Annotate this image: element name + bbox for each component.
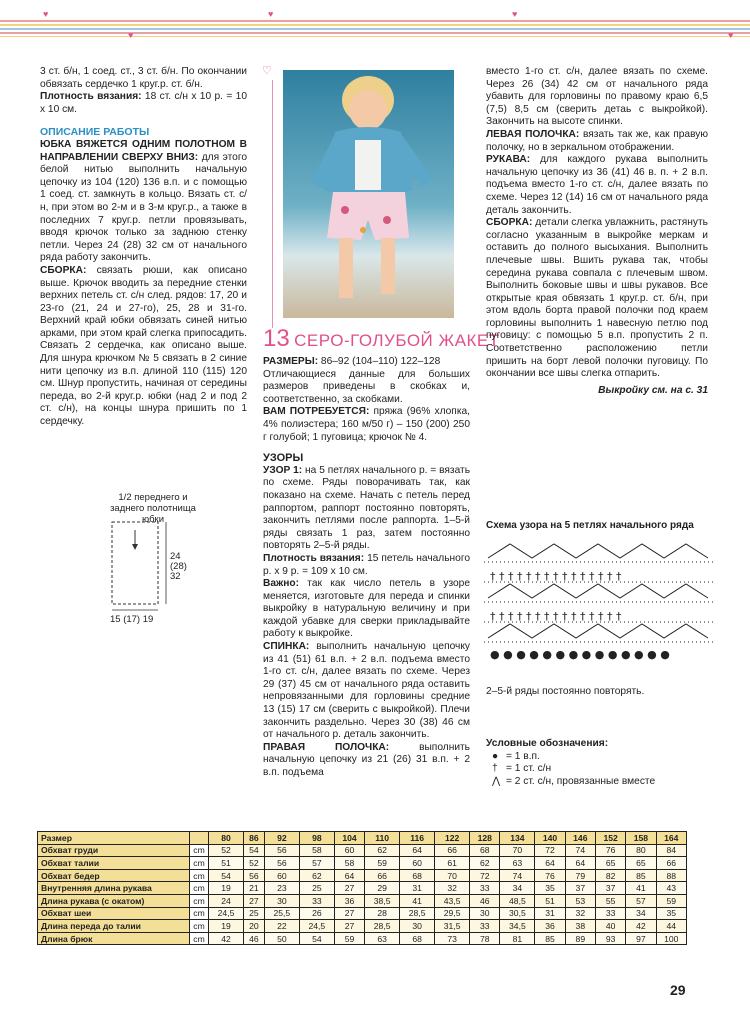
table-cell: 54: [299, 932, 334, 945]
frame-line-left: [272, 80, 273, 328]
row-label: Обхват шеи: [38, 907, 190, 920]
table-cell: 28,5: [365, 920, 400, 933]
work-heading: ОПИСАНИЕ РАБОТЫ: [40, 126, 150, 139]
child-in-jacket-image: [283, 70, 454, 318]
table-cell: 57: [626, 894, 656, 907]
table-cell: 30: [470, 907, 500, 920]
table-cell: 36: [334, 894, 364, 907]
row-unit: cm: [190, 869, 209, 882]
row-unit: cm: [190, 932, 209, 945]
jacket-assembly-paragraph: СБОРКА: детали слегка увлажнить, растянуть согласно указанным в выкройке меркам и оставить до полного высыхания. Выполнить плечевые швы. Вшить рукава так, чтобы середина рукава совпала с плечевым швом. Выполнить боковые швы и швы рукавов. Все открытые края обвязать 1 круг.р. ст. б/н, при этом вдоль борта правой полочки под краем горловины выполнить 1 навесную петлю под пуговицу: с помощью 5 в.п. пропустить 2 п. Соответственно расположению петли пришить на борт левой полочки пуговицу. По окончании все швы слегка отпарить.: [486, 217, 708, 380]
table-cell: 43: [656, 882, 686, 895]
svg-text:♥: ♥: [728, 30, 734, 40]
skirt-paragraph: ЮБКА ВЯЖЕТСЯ ОДНИМ ПОЛОТНОМ В НАПРАВЛЕНИИ СВЕРХУ ВНИЗ: для этого белой нитью выполнить начальную цепочку из 104 (120) 136 в.п. и с помощью 1 соед. ст. замкнуть в кольцо. Вязать ст. с/н, при этом во 2-м и в 3-м круг.р., а также в последних 7 круг.р. петли провязывать, вводя крючок только за заднюю стенку петли. Через 24 (28) 32 см от начального ряда работу закончить.: [40, 138, 247, 264]
table-cell: 72: [470, 869, 500, 882]
table-cell: 21: [244, 882, 265, 895]
row-label: Обхват талии: [38, 857, 190, 870]
pattern-reference: Выкройку см. на с. 31: [598, 384, 708, 396]
row-label: Внутренняя длина рукава: [38, 882, 190, 895]
column-left: [40, 66, 247, 429]
table-cell: 25: [299, 882, 334, 895]
table-cell: 63: [500, 857, 535, 870]
table-cell: 27: [244, 894, 265, 907]
table-cell: 82: [595, 869, 625, 882]
column-right: [486, 66, 708, 397]
table-cell: 56: [244, 869, 265, 882]
size-table-body: [38, 844, 687, 945]
scheme-title: Схема узора на 5 петлях начального ряда: [486, 520, 694, 531]
size-table: [37, 831, 687, 945]
table-cell: 62: [365, 844, 400, 857]
table-cell: 66: [365, 869, 400, 882]
table-cell: 64: [535, 857, 565, 870]
table-cell: 31,5: [435, 920, 470, 933]
row-unit: cm: [190, 894, 209, 907]
table-cell: 32: [435, 882, 470, 895]
density-paragraph: Плотность вязания: 18 ст. с/н х 10 р. = 10 х 10 см.: [40, 91, 247, 115]
svg-text:● ● ● ● ● ● ● ● ● ● ● ● ● ●: ● ● ● ● ● ● ● ● ● ● ● ● ● ●: [490, 648, 670, 661]
table-cell: 51: [535, 894, 565, 907]
table-row: [38, 920, 687, 933]
legend-item-dc2tog: ⋀ = 2 ст. с/н, провязанные вместе: [492, 775, 656, 787]
table-cell: 33: [299, 894, 334, 907]
table-cell: 68: [470, 844, 500, 857]
row-unit: cm: [190, 857, 209, 870]
table-cell: 24,5: [299, 920, 334, 933]
stitch-scheme-chart: [484, 536, 716, 672]
heart-icon: ♡: [262, 65, 272, 77]
row-label: Длина рукава (с окатом): [38, 894, 190, 907]
table-cell: 65: [595, 857, 625, 870]
table-cell: 61: [435, 857, 470, 870]
table-cell: 34: [626, 907, 656, 920]
table-cell: 60: [334, 844, 364, 857]
svg-text:♥: ♥: [43, 9, 49, 19]
table-cell: 34,5: [500, 920, 535, 933]
table-cell: 68: [400, 932, 435, 945]
table-cell: 20: [244, 920, 265, 933]
table-cell: 63: [365, 932, 400, 945]
row-unit: cm: [190, 920, 209, 933]
legend-title: Условные обозначения:: [486, 738, 609, 749]
table-cell: 59: [656, 894, 686, 907]
table-cell: 22: [264, 920, 299, 933]
table-cell: 97: [626, 932, 656, 945]
table-cell: 62: [299, 869, 334, 882]
skirt-diagram-drawing: [108, 518, 208, 618]
table-cell: 53: [565, 894, 595, 907]
size-table-header: Размер 80 86 92 98 104 110 116 122 128 134 140 146 152 158 164: [38, 832, 687, 845]
table-cell: 81: [500, 932, 535, 945]
table-cell: 62: [470, 857, 500, 870]
table-cell: 54: [209, 869, 244, 882]
table-cell: 66: [435, 844, 470, 857]
svg-text:♥: ♥: [268, 9, 274, 19]
table-cell: 89: [565, 932, 595, 945]
table-cell: 33: [470, 920, 500, 933]
table-cell: 38: [565, 920, 595, 933]
row-label: Обхват груди: [38, 844, 190, 857]
table-row: [38, 907, 687, 920]
row-unit: cm: [190, 907, 209, 920]
table-cell: 28: [365, 907, 400, 920]
table-cell: 54: [244, 844, 265, 857]
table-cell: 76: [595, 844, 625, 857]
table-cell: 68: [400, 869, 435, 882]
table-cell: 93: [595, 932, 625, 945]
table-cell: 78: [470, 932, 500, 945]
table-cell: 46: [470, 894, 500, 907]
table-cell: 52: [209, 844, 244, 857]
table-cell: 41: [400, 894, 435, 907]
table-cell: 42: [626, 920, 656, 933]
legend-item-chain: ● = 1 в.п.: [492, 750, 540, 762]
skirt-height-label: 24 (28) 32: [170, 551, 187, 582]
table-row: [38, 932, 687, 945]
table-cell: 27: [334, 920, 364, 933]
table-cell: 24,5: [209, 907, 244, 920]
table-cell: 27: [334, 907, 364, 920]
table-cell: 79: [565, 869, 595, 882]
important-paragraph: Важно: так как число петель в узоре меняется, изготовьте для переда и спинки выкройку в натуральную величину и при каждой убавке для сверки прикладывайте работу к выкройке.: [263, 578, 470, 640]
table-cell: 30: [400, 920, 435, 933]
table-cell: 66: [656, 857, 686, 870]
table-cell: 51: [209, 857, 244, 870]
table-cell: 42: [209, 932, 244, 945]
table-cell: 60: [264, 869, 299, 882]
materials-paragraph: ВАМ ПОТРЕБУЕТСЯ: пряжа (96% хлопка, 4% полиэстера; 160 м/50 г) – 150 (200) 250 г голубой; 1 пуговица; крючок № 4.: [263, 406, 470, 443]
table-cell: 60: [400, 857, 435, 870]
row-unit: cm: [190, 882, 209, 895]
table-cell: 55: [595, 894, 625, 907]
column-middle: [263, 356, 470, 780]
table-cell: 64: [334, 869, 364, 882]
row-unit: cm: [190, 844, 209, 857]
table-cell: 48,5: [500, 894, 535, 907]
table-cell: 56: [264, 857, 299, 870]
table-cell: 70: [435, 869, 470, 882]
table-cell: 33: [470, 882, 500, 895]
table-cell: 46: [244, 932, 265, 945]
table-cell: 19: [209, 882, 244, 895]
table-cell: 100: [656, 932, 686, 945]
table-cell: 85: [535, 932, 565, 945]
table-cell: 41: [626, 882, 656, 895]
svg-text:† † † † † † † † † † † † †: † † † † † † † † † † † † † † †: [490, 570, 622, 583]
sizes-paragraph: РАЗМЕРЫ: 86–92 (104–110) 122–128: [263, 356, 441, 367]
table-cell: 73: [435, 932, 470, 945]
table-cell: 31: [400, 882, 435, 895]
table-cell: 28,5: [400, 907, 435, 920]
table-cell: 37: [595, 882, 625, 895]
right-front-continued: вместо 1-го ст. с/н, далее вязать по схеме. Через 26 (34) 42 см от начального ряда убавить для горловины по правому краю 6,5 (7,5) 8,5 см (сверить детаь с выкройкой). Закончить на высоте спинки.: [486, 66, 708, 128]
table-cell: 27: [334, 882, 364, 895]
table-cell: 74: [500, 869, 535, 882]
scheme-note: 2–5-й ряды постоянно повторять.: [486, 686, 645, 697]
right-front-paragraph: ПРАВАЯ ПОЛОЧКА: выполнить начальную цепочку из 21 (26) 31 в.п. + 2 в.п. подъема: [263, 741, 470, 778]
table-cell: 40: [595, 920, 625, 933]
row-label: Длина переда до талии: [38, 920, 190, 933]
table-cell: 29: [365, 882, 400, 895]
table-cell: 32: [565, 907, 595, 920]
table-cell: 85: [626, 869, 656, 882]
table-cell: 58: [334, 857, 364, 870]
table-row: [38, 894, 687, 907]
table-cell: 57: [299, 857, 334, 870]
table-cell: 23: [264, 882, 299, 895]
table-cell: 30,5: [500, 907, 535, 920]
intro-text: 3 ст. б/н, 1 соед. ст., 3 ст. б/н. По окончании обвязать сердечко 1 круг.р. ст. б/н.: [40, 66, 247, 90]
table-cell: 80: [626, 844, 656, 857]
table-cell: 70: [500, 844, 535, 857]
table-cell: 36: [535, 920, 565, 933]
table-cell: 35: [535, 882, 565, 895]
back-paragraph: СПИНКА: выполнить начальную цепочку из 41 (51) 61 в.п. + 2 в.п. подъема вместо 1-го ст. с/н, далее вязать по схеме. Через 29 (37) 45 см от начального ряда оставить непровязанными для горловины средние 13 (15) 17 см (сверить с выкройкой). Плечи закончить раздельно. Через 30 (38) 46 см от начального р. деталь закончить.: [263, 641, 470, 741]
table-row: [38, 857, 687, 870]
sizes-note: Отличающиеся данные для больших размеров приведены в скобках и, соответственно, за скобками.: [263, 368, 470, 405]
table-row: [38, 869, 687, 882]
table-cell: 59: [334, 932, 364, 945]
table-cell: 26: [299, 907, 334, 920]
table-cell: 64: [565, 857, 595, 870]
table-cell: 58: [299, 844, 334, 857]
item-title: 13 СЕРО-ГОЛУБОЙ ЖАКЕТ: [263, 325, 500, 352]
table-cell: 59: [365, 857, 400, 870]
table-cell: 88: [656, 869, 686, 882]
left-front-paragraph: ЛЕВАЯ ПОЛОЧКА: вязать так же, как правую полочку, но в зеркальном отображении.: [486, 128, 708, 153]
table-cell: 31: [535, 907, 565, 920]
table-cell: 29,5: [435, 907, 470, 920]
table-cell: 25,5: [264, 907, 299, 920]
table-cell: 33: [595, 907, 625, 920]
patterns-heading: УЗОРЫ: [263, 452, 304, 465]
skirt-assembly-paragraph: СБОРКА: связать рюши, как описано выше. Крючок вводить за передние стенки верхних петель ст. с/н след. рядов: 17, 20 и 23-го (21, 24 и 27-го), 25, 28 и 31-го. Верхний край юбки обвязать синей нитью арками, при этом край слегка припосадить. Связать 2 сердечка, как описано выше. Для шнура крючком № 5 связать в 2 синие нити цепочку из в.п. длиной 110 (115) 120 см. Шнур пропустить, начиная от середины переда, во 2-й круг.р. юбки (над 2 и под 2 ст. с/н), на концы шнура пришить по 1 сердечку.: [40, 264, 247, 428]
skirt-width-label: 15 (17) 19: [110, 614, 154, 625]
table-cell: 84: [656, 844, 686, 857]
svg-text:♥: ♥: [128, 30, 134, 40]
table-cell: 25: [244, 907, 265, 920]
table-cell: 43,5: [435, 894, 470, 907]
size-header-label: Размер: [38, 832, 190, 845]
table-cell: 24: [209, 894, 244, 907]
table-cell: 30: [264, 894, 299, 907]
table-row: [38, 844, 687, 857]
skirt-diagram-caption: 1/2 переднего и заднего полотнища юбки: [110, 492, 196, 525]
table-cell: 38,5: [365, 894, 400, 907]
row-label: Длина брюк: [38, 932, 190, 945]
table-cell: 44: [656, 920, 686, 933]
svg-text:† † † † † † † † † † † † †: † † † † † † † † † † † † † † †: [490, 610, 622, 623]
table-cell: 65: [626, 857, 656, 870]
svg-text:♥: ♥: [512, 9, 518, 19]
table-cell: 52: [244, 857, 265, 870]
table-cell: 35: [656, 907, 686, 920]
row-label: Обхват бедер: [38, 869, 190, 882]
table-cell: 19: [209, 920, 244, 933]
legend: [486, 738, 716, 788]
table-cell: 37: [565, 882, 595, 895]
table-cell: 34: [500, 882, 535, 895]
page-number: 29: [670, 982, 686, 998]
table-cell: 74: [565, 844, 595, 857]
table-cell: 56: [264, 844, 299, 857]
table-cell: 50: [264, 932, 299, 945]
table-cell: 72: [535, 844, 565, 857]
density-paragraph-2: Плотность вязания: 15 петель начального р. х 9 р. = 109 х 10 см.: [263, 552, 470, 577]
table-cell: 76: [535, 869, 565, 882]
table-cell: 64: [400, 844, 435, 857]
product-photo: [283, 70, 454, 318]
table-row: [38, 882, 687, 895]
header-stripes: [0, 0, 750, 48]
sleeves-paragraph: РУКАВА: для каждого рукава выполнить начальную цепочку из 36 (41) 46 в. п. + 2 в.п. подъема вместо 1-го ст. с/н, далее вязать по схеме. Через 12 (14) 16 см от начального ряда деталь закончить.: [486, 154, 708, 216]
legend-item-dc: † = 1 ст. с/н: [492, 763, 552, 775]
pattern1-paragraph: УЗОР 1: на 5 петлях начального р. = вязать по схеме. Ряды поворачивать так, как показано на схеме. Начать с петель перед раппортом, раппорт постоянно повторять, закончить петлями после раппорта. 1–5-й ряды связать 1 раз, затем постоянно повторять 2–5-й ряды.: [263, 464, 470, 552]
